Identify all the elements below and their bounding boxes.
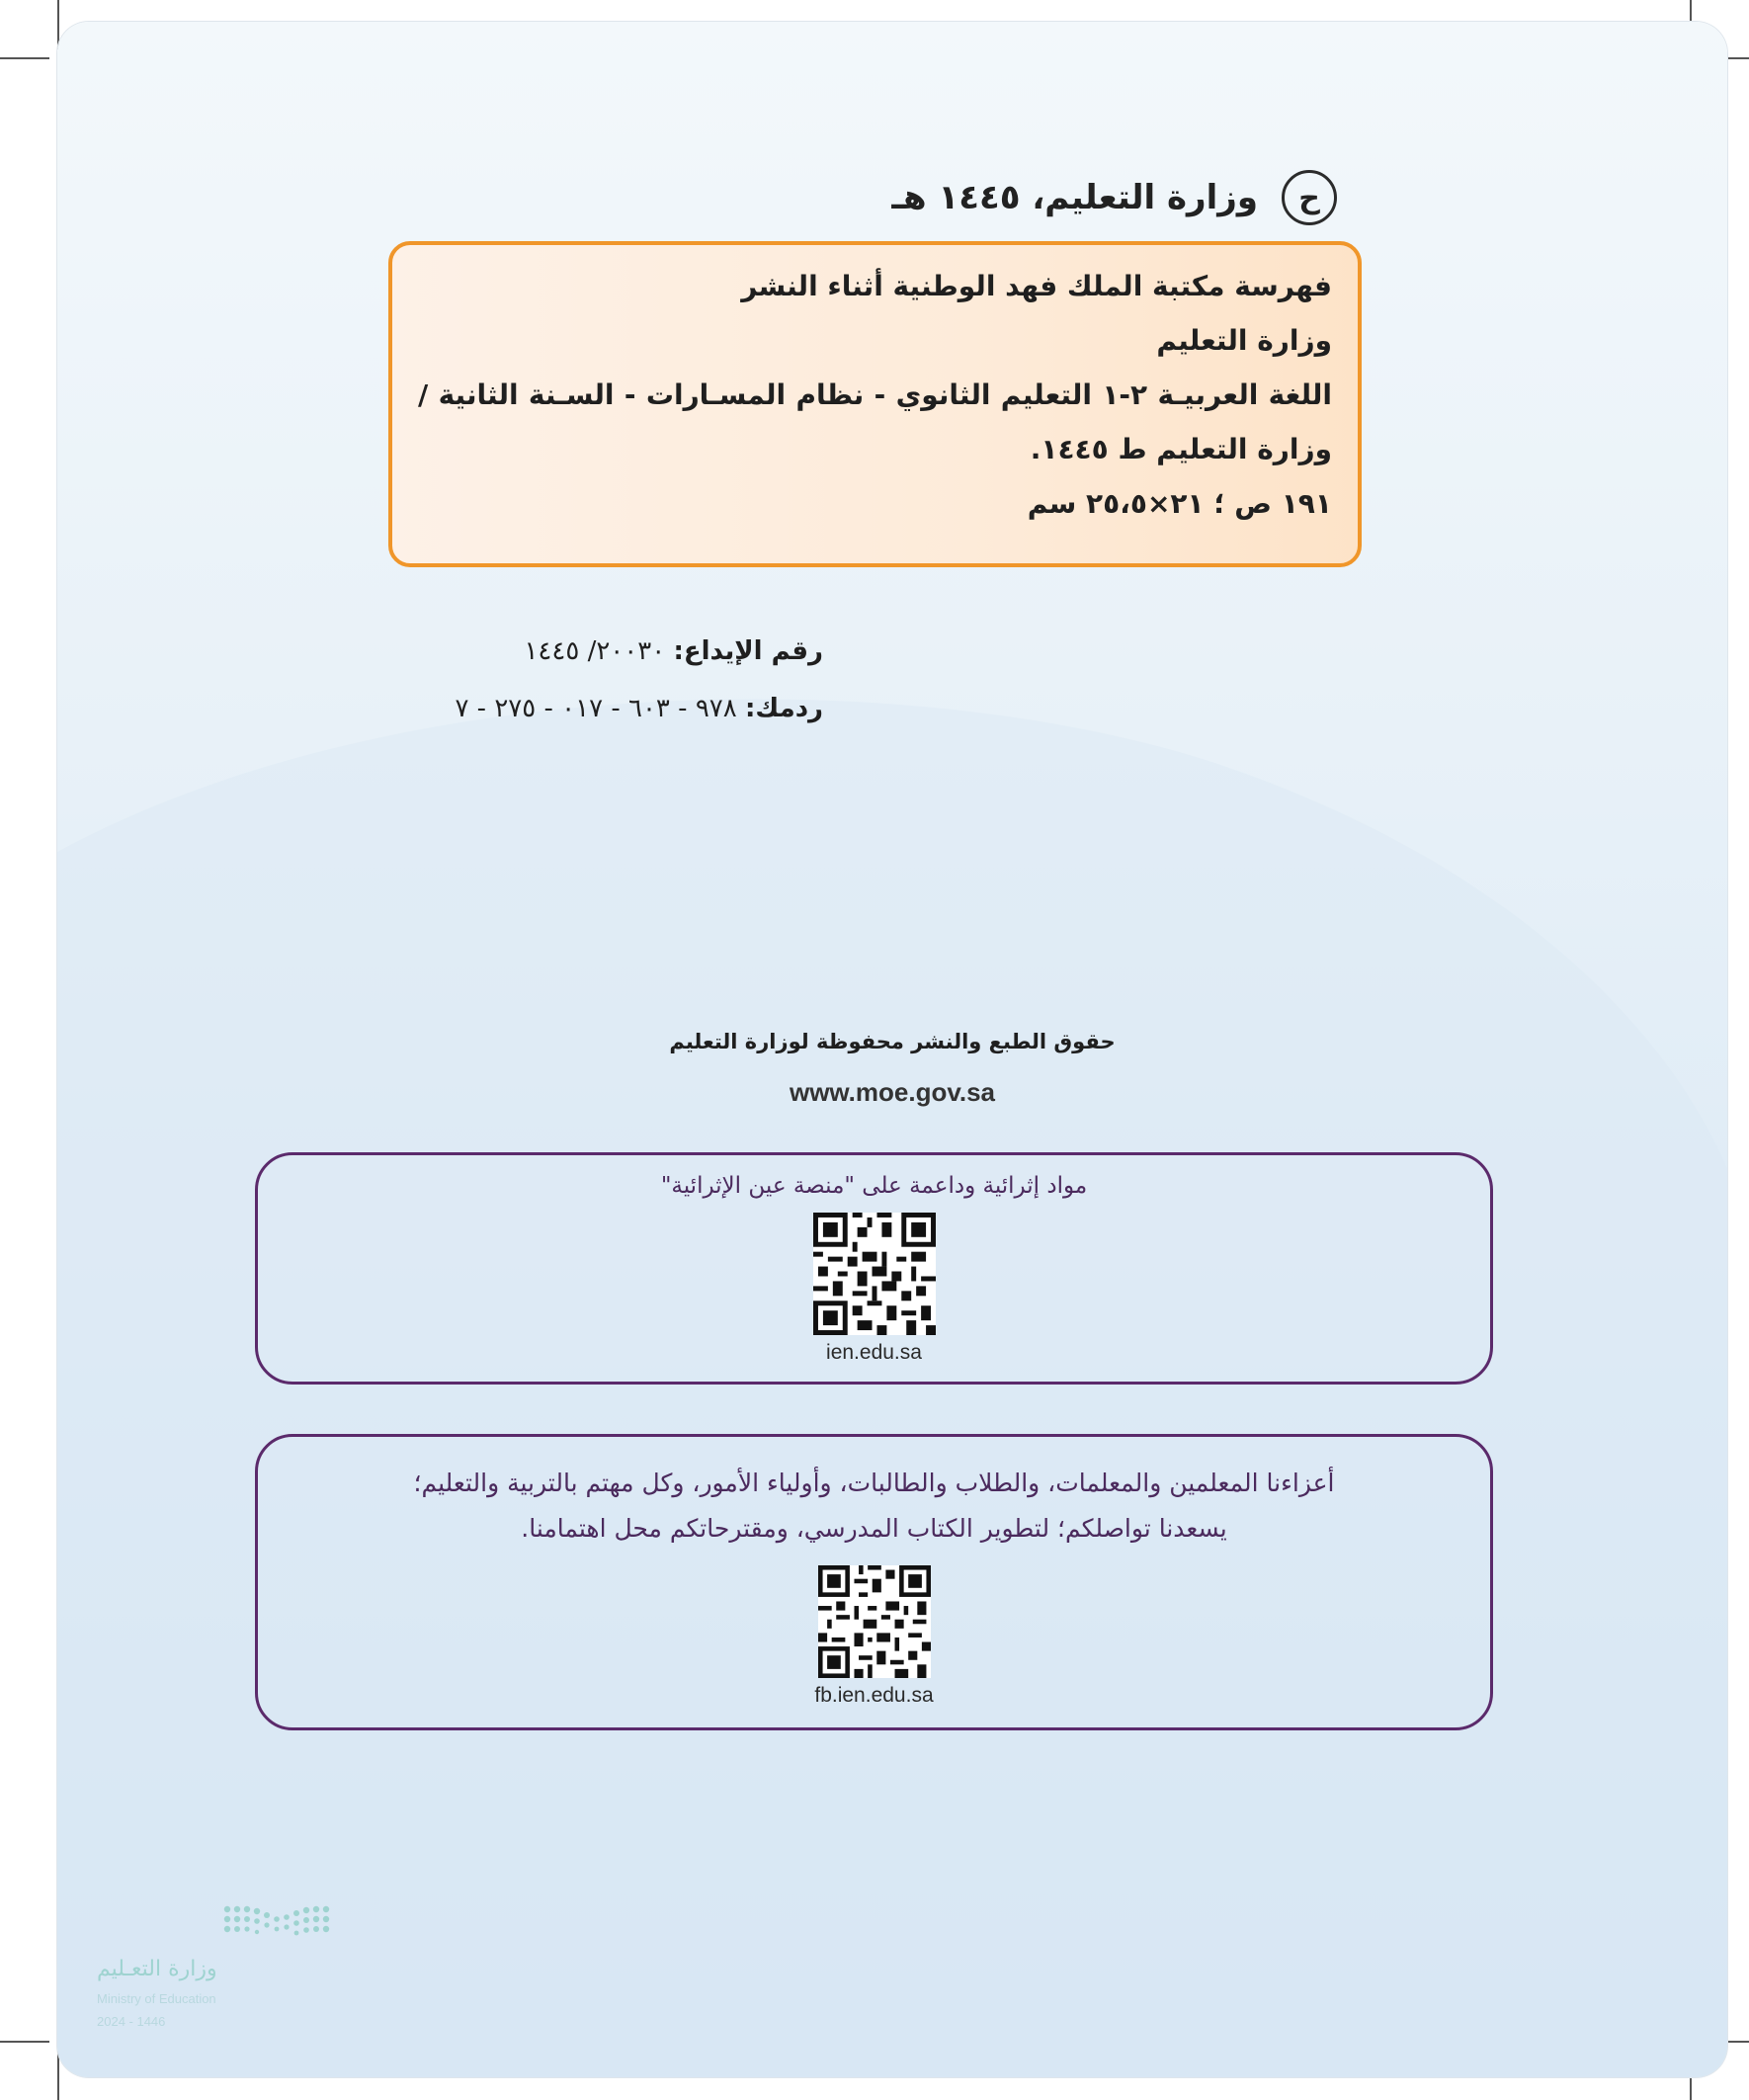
logo-years-text: 2024 - 1446 <box>97 2014 166 2029</box>
deposit-info <box>455 623 823 737</box>
website-link[interactable]: www.moe.gov.sa <box>789 1077 996 1107</box>
qr-code-icon[interactable] <box>818 1565 931 1678</box>
catalog-box <box>388 241 1362 567</box>
feedback-panel <box>255 1434 1493 1730</box>
copyright-heading <box>891 170 1337 225</box>
rights-statement: حقوق الطبع والنشر محفوظة لوزارة التعليم <box>669 1030 1116 1053</box>
feedback-url[interactable]: fb.ien.edu.sa <box>814 1684 934 1707</box>
catalog-extent: ١٩١ ص ؛ ٢١×٢٥،٥ سم <box>1027 487 1332 520</box>
catalog-publisher: وزارة التعليم <box>1156 324 1332 357</box>
feedback-line-2: يسعدنا تواصلكم؛ لتطوير الكتاب المدرسي، ومقترحاتكم محل اهتمامنا. <box>521 1514 1227 1543</box>
enrichment-url[interactable]: ien.edu.sa <box>826 1341 922 1364</box>
isbn-label: ردمك: <box>744 694 823 723</box>
isbn-value: ٩٧٨ - ٦٠٣ - ٠١٧ - ٢٧٥ - ٧ <box>455 694 737 723</box>
copyright-symbol: ح <box>1282 170 1337 225</box>
enrichment-panel <box>255 1152 1493 1385</box>
catalog-title: اللغة العربيـة ٢-١ التعليم الثانوي - نظام المسـارات - السـنة الثانية / وزارة التعليم ط ١٤٤٥. <box>418 378 1332 465</box>
logo-arabic-text: وزارة التعـليم <box>97 1957 217 1981</box>
crop-mark <box>0 57 49 59</box>
crop-mark <box>0 2041 49 2043</box>
catalog-heading: فهرسة مكتبة الملك فهد الوطنية أثناء النشر <box>741 270 1332 302</box>
page-sheet <box>57 22 1727 2077</box>
logo-english-text: Ministry of Education <box>97 1991 216 2006</box>
deposit-value: ٢٠٠٣٠/ ١٤٤٥ <box>524 636 666 666</box>
enrichment-title: مواد إثرائية وداعمة على "منصة عين الإثرائية" <box>660 1173 1088 1199</box>
copyright-text: وزارة التعليم، ١٤٤٥ هـ <box>891 178 1258 217</box>
deposit-label: رقم الإيداع: <box>673 636 823 666</box>
qr-code-icon[interactable] <box>813 1213 936 1335</box>
isbn-row <box>455 680 823 737</box>
deposit-number-row <box>455 623 823 680</box>
feedback-line-1: أعزاءنا المعلمين والمعلمات، والطلاب والطالبات، وأولياء الأمور، وكل مهتم بالتربية والتعليم؛ <box>413 1469 1335 1497</box>
